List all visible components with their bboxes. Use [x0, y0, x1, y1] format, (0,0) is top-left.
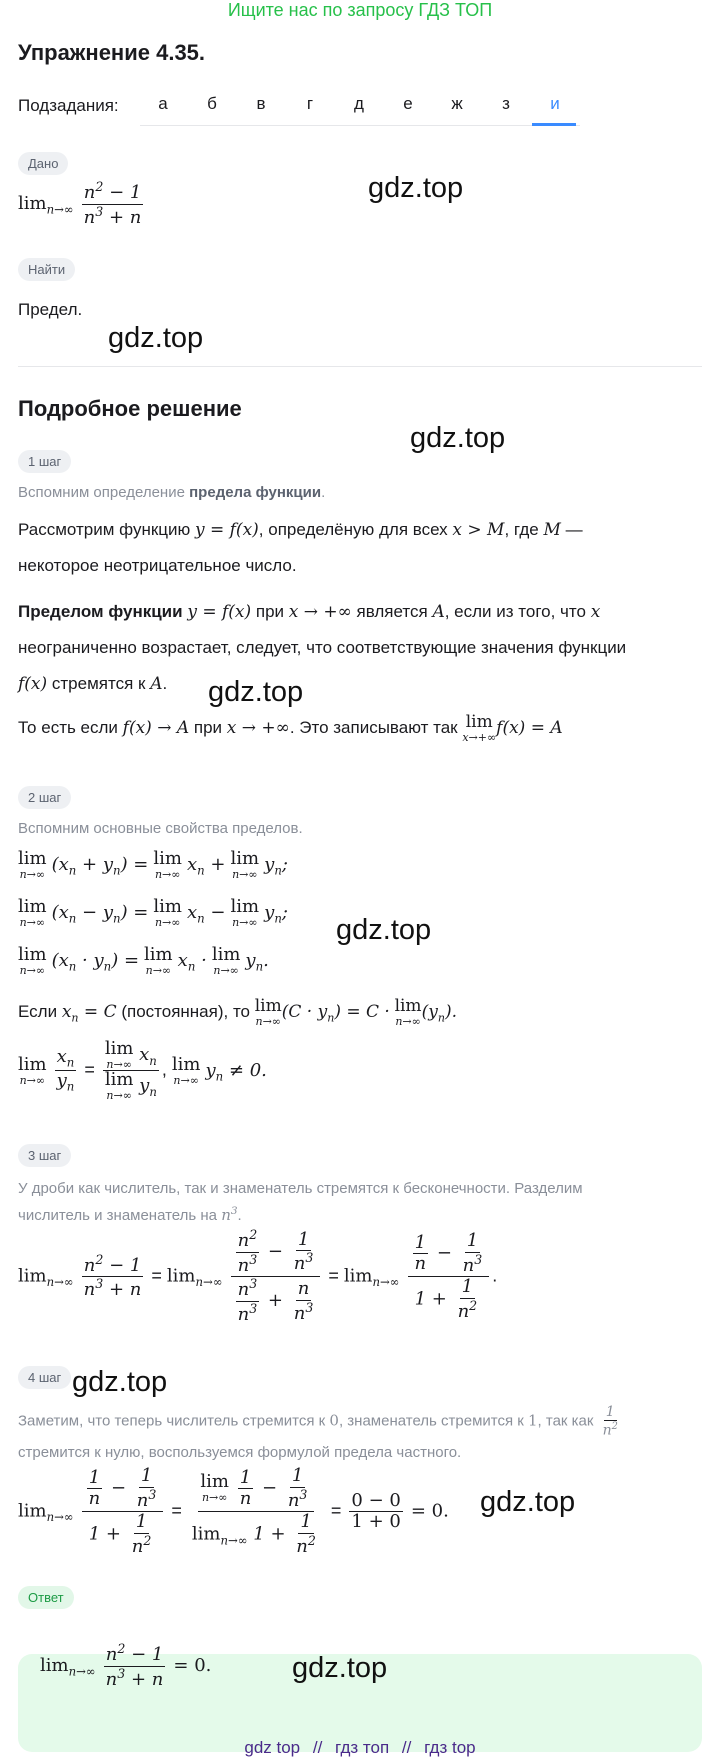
given-expression: $\lim_{n\to\infty}$ $\frac{n^2 - 1}{n^3 + n}$: [18, 179, 142, 228]
step1-paragraph2: Пределом функции y = f(x) при x → +∞ является A, если из того, что x неограниченно возрастает, следует, что соответствующие значения функции f(x) стремятся к A.: [18, 602, 627, 694]
step1-intro: Вспомним определение предела функции.: [18, 484, 326, 501]
step3-chip: 3 шаг: [18, 1144, 71, 1167]
subtasks-label: Подзадания:: [18, 96, 119, 115]
subtab-e[interactable]: е: [403, 94, 413, 113]
watermark: gdz.top: [208, 676, 304, 708]
step2-chip: 2 шаг: [18, 786, 71, 809]
page-title: Упражнение 4.35.: [18, 40, 206, 65]
find-text: Предел.: [18, 300, 83, 319]
subtab-b[interactable]: б: [207, 94, 217, 113]
subtab-d[interactable]: д: [354, 94, 364, 113]
active-tab-indicator: [532, 123, 576, 126]
limit-constant-rule: Если $x_n = C$ (постоянная), то lim n→∞ $(C \cdot y_n) = C \cdot \lim$ n→∞ $(y_n)$.: [18, 995, 457, 1028]
step4-intro: Заметим, что теперь числитель стремится к 0, знаменатель стремится к 1, так как $\frac{1}{n^2}$ стремится к нулю, воспользуемся формулой предела частного.: [18, 1404, 618, 1461]
given-chip: Дано: [18, 152, 68, 175]
step3-intro: У дроби как числитель, так и знаменатель стремятся к бесконечности. Разделим числитель и знаменатель на $n^3$.: [18, 1180, 583, 1224]
watermark: gdz.top: [292, 1652, 388, 1684]
subtab-a[interactable]: а: [158, 94, 168, 113]
watermark: gdz.top: [368, 172, 464, 204]
watermark: gdz.top: [336, 914, 432, 946]
watermark: gdz.top: [410, 422, 506, 454]
step1-chip: 1 шаг: [18, 450, 71, 473]
footer-links: [0, 1738, 720, 1758]
subtasks-tabs: [140, 90, 580, 126]
footer-separator: //: [401, 1738, 412, 1757]
divider: [18, 366, 702, 367]
step1-paragraph1: Рассмотрим функцию y = f(x), определёную для всех x > M, где M — некоторое неотрицательное число.: [18, 520, 583, 575]
subtab-g[interactable]: г: [306, 94, 314, 113]
find-chip: Найти: [18, 258, 75, 281]
subtab-z[interactable]: з: [502, 94, 510, 113]
footer-link[interactable]: gdz top: [244, 1738, 301, 1757]
footer-separator: //: [312, 1738, 323, 1757]
solution-heading: Подробное решение: [18, 396, 242, 421]
footer-link[interactable]: гдз top: [424, 1738, 476, 1757]
step4-chip: 4 шаг: [18, 1366, 71, 1389]
footer-link[interactable]: гдз топ: [335, 1738, 390, 1757]
answer-expression: $\lim_{n\to\infty}$ $\frac{n^2 - 1}{n^3 + n}$ = 0.: [40, 1641, 212, 1690]
step1-paragraph3: То есть если f(x) → A при x → +∞. Это записывают так lim x→+∞ f(x) = A: [18, 711, 563, 744]
step2-intro: Вспомним основные свойства пределов.: [18, 820, 303, 837]
limit-quotient-rule: lim n→∞ $\frac{x_n}{y_n}$ = lim n→∞ $x_n$ lim n→∞ $y_n$ , lim n→∞ $y_n \ne 0$.: [18, 1038, 267, 1103]
limit-difference-rule: lim n→∞ $(x_n - y_n) = \lim$ n→∞ $x_n - \lim$ n→∞ $y_n$;: [18, 896, 288, 929]
step3-transformation: $\lim_{n\to\infty}$ $\frac{n^2 - 1}{n^3 + n}$ = $\lim_{n\to\infty}$ $\frac{n^2}{n^3}$ − $\frac{1}{n^3}$ $\frac{n^3}{n^3}$ + $\frac{n}{n^3}$ = $\lim_{n\to\infty}$ $\frac{1}{n}$ − $\frac{1}{n^3}$ 1 + $\frac{1}{n^2}$ .: [18, 1227, 498, 1326]
limit-sum-rule: lim n→∞ $(x_n + y_n) = \lim$ n→∞ $x_n + \lim$ n→∞ $y_n$;: [18, 848, 288, 881]
search-banner[interactable]: Ищите нас по запросу ГДЗ ТОП: [227, 0, 493, 20]
step4-final-limit: $\lim_{n\to\infty}$ $\frac{1}{n}$ − $\frac{1}{n^3}$ 1 + $\frac{1}{n^2}$ = lim n→∞ $\frac{1}{n}$ − $\frac{1}{n^3}$ $\lim_{n\to\infty} 1$ + $\frac{1}{n^2}$ = $\frac{0 - 0}{1 + 0}$ = 0.: [18, 1465, 449, 1558]
subtab-i[interactable]: и: [550, 94, 560, 113]
subtab-v[interactable]: в: [256, 94, 266, 113]
watermark: gdz.top: [72, 1366, 168, 1398]
subtab-zh[interactable]: ж: [451, 94, 463, 113]
limit-product-rule: lim n→∞ $(x_n \cdot y_n) = \lim$ n→∞ $x_n \cdot \lim$ n→∞ $y_n$.: [18, 944, 269, 977]
answer-chip: Ответ: [18, 1586, 74, 1609]
watermark: gdz.top: [108, 322, 204, 354]
watermark: gdz.top: [480, 1486, 576, 1518]
